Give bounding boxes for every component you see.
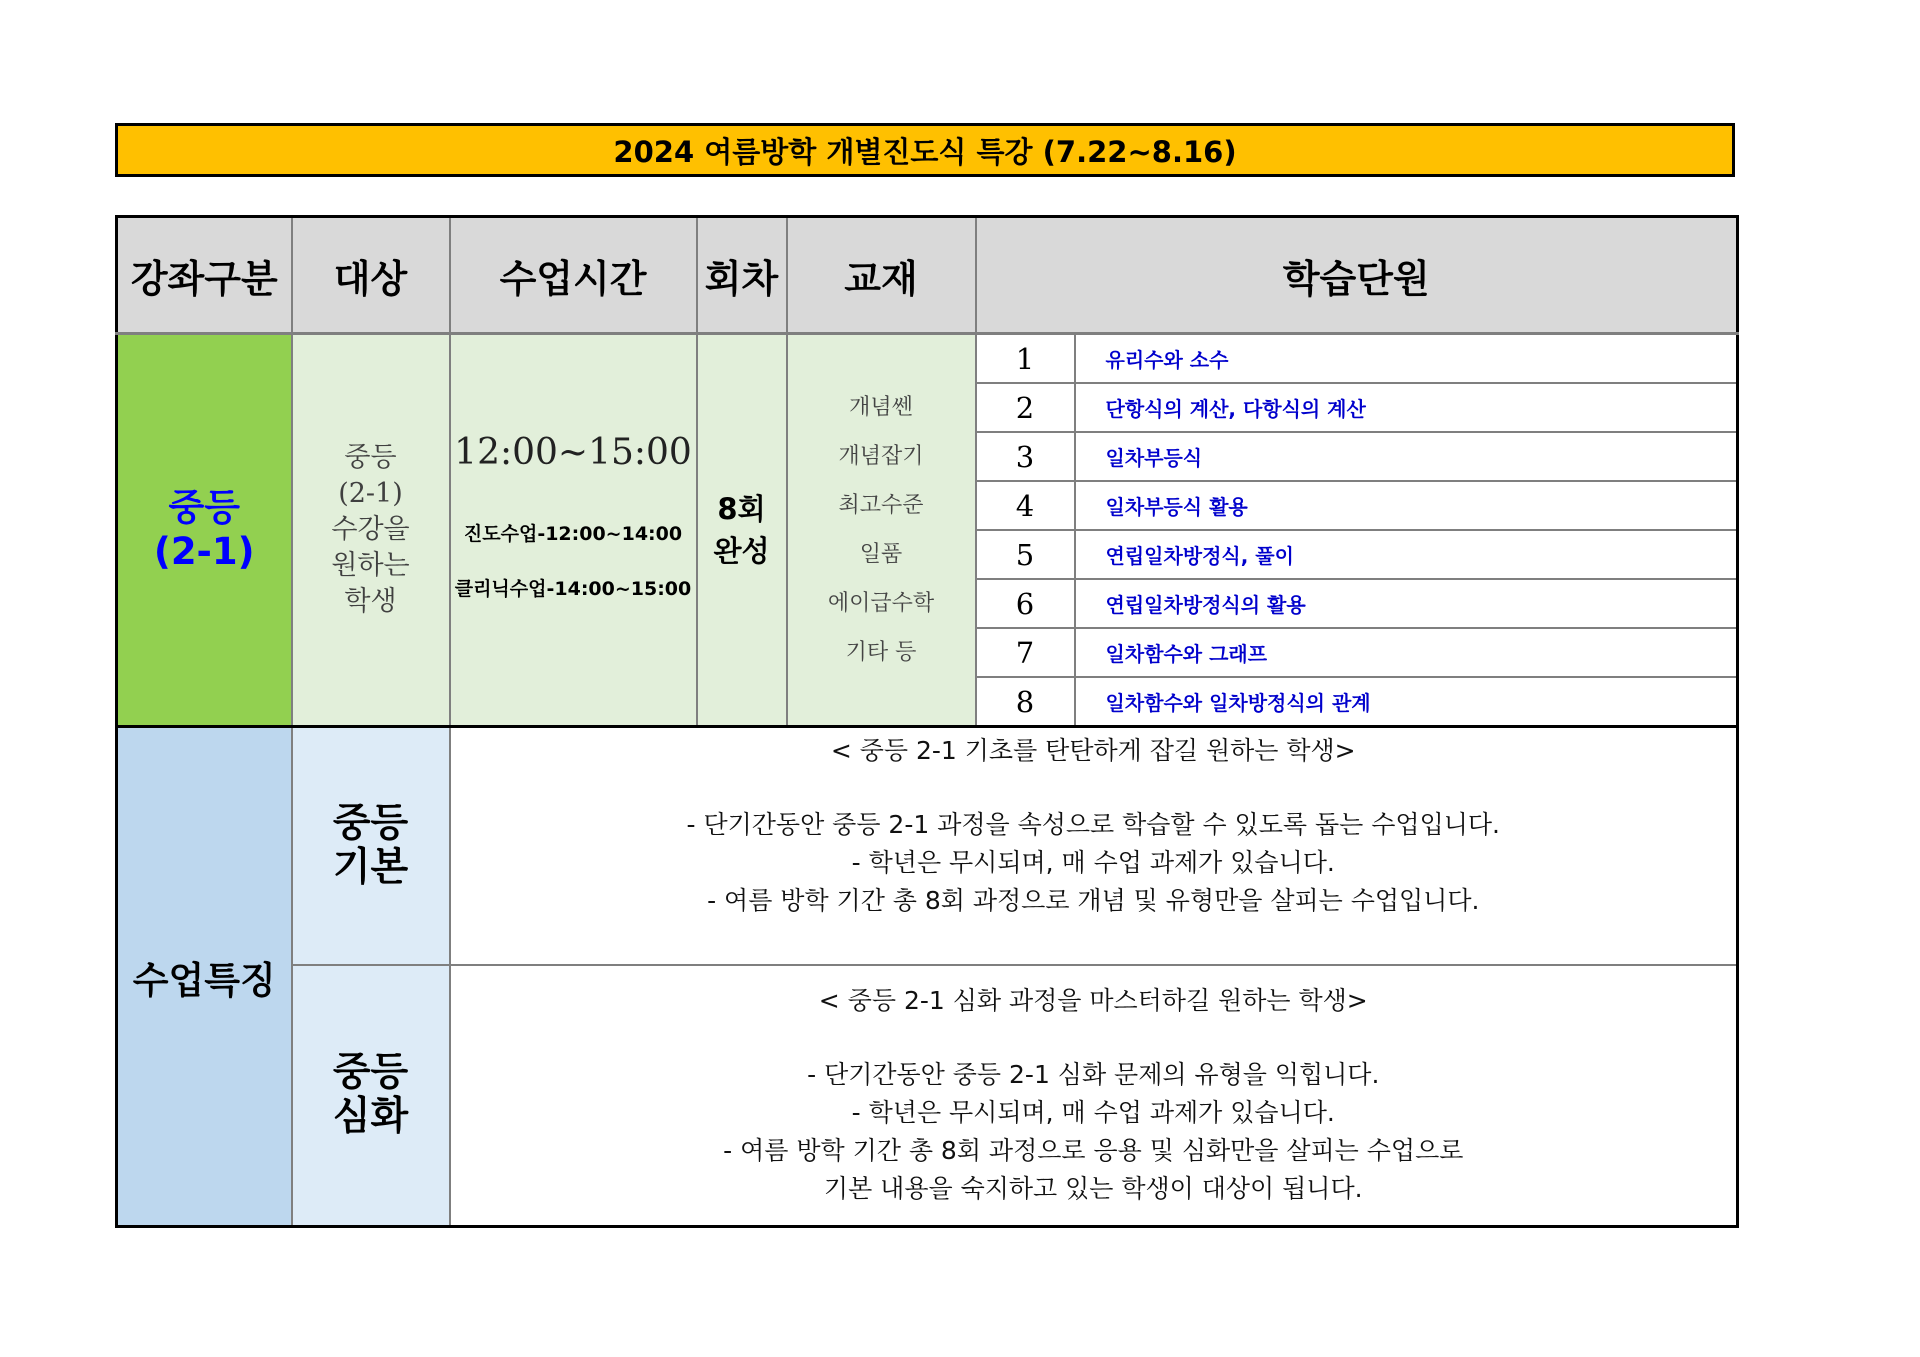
time-lesson: 진도수업-12:00~14:00 <box>463 522 683 545</box>
count-line1: 8회 <box>717 492 766 526</box>
unit-name: 연립일차방정식, 풀이 <box>1075 530 1738 579</box>
advanced-line: 기본 내용을 숙지하고 있는 학생이 대상이 됩니다. <box>823 1173 1363 1203</box>
course-category-line1: 중등 <box>168 486 240 529</box>
course-category <box>117 334 292 727</box>
course-target <box>292 334 450 727</box>
target-line: (2-1) <box>338 478 403 509</box>
basic-label-line2: 기본 <box>332 844 409 890</box>
textbook-item: 기타 등 <box>845 640 917 665</box>
unit-name: 일차함수와 일차방정식의 관계 <box>1075 677 1738 727</box>
count-line2: 완성 <box>713 534 770 568</box>
target-line: 수강을 <box>331 514 410 545</box>
textbook-item: 개념쎈 <box>849 395 913 420</box>
target-line: 원하는 <box>331 550 410 581</box>
advanced-title: < 중등 2-1 심화 과정을 마스터하길 원하는 학생> <box>818 985 1368 1015</box>
page-title: 2024 여름방학 개별진도식 특강 (7.22~8.16) <box>613 134 1237 169</box>
feature-row-advanced <box>117 965 1738 1227</box>
basic-description <box>450 727 1738 965</box>
header-textbook: 교재 <box>787 217 976 334</box>
unit-number: 8 <box>976 677 1075 727</box>
advanced-line: - 학년은 무시되며, 매 수업 과제가 있습니다. <box>851 1097 1335 1127</box>
unit-number: 2 <box>976 383 1075 432</box>
advanced-label-line2: 심화 <box>332 1094 409 1140</box>
unit-number: 7 <box>976 628 1075 677</box>
course-count <box>697 334 787 727</box>
header-time: 수업시간 <box>450 217 697 334</box>
header-category: 강좌구분 <box>117 217 292 334</box>
unit-name: 일차부등식 <box>1075 432 1738 481</box>
time-main: 12:00~15:00 <box>454 431 692 473</box>
basic-label <box>292 727 450 965</box>
textbook-item: 최고수준 <box>838 493 924 518</box>
header-target: 대상 <box>292 217 450 334</box>
feature-row-basic <box>117 727 1738 965</box>
unit-number: 4 <box>976 481 1075 530</box>
course-textbooks <box>787 334 976 727</box>
unit-name: 유리수와 소수 <box>1075 334 1738 384</box>
course-time <box>450 334 697 727</box>
time-clinic: 클리닉수업-14:00~15:00 <box>454 577 692 600</box>
textbook-item: 개념잡기 <box>838 444 924 469</box>
header-count: 회차 <box>697 217 787 334</box>
unit-number: 3 <box>976 432 1075 481</box>
advanced-label-line1: 중등 <box>332 1050 409 1096</box>
target-line: 학생 <box>344 586 397 617</box>
header-row <box>117 217 1738 334</box>
header-units: 학습단원 <box>976 217 1738 334</box>
unit-number: 1 <box>976 334 1075 384</box>
basic-line: - 여름 방학 기간 총 8회 과정으로 개념 및 유형만을 살피는 수업입니다. <box>707 886 1480 915</box>
features-label: 수업특징 <box>117 727 292 1227</box>
unit-row <box>117 334 1738 384</box>
basic-line: - 단기간동안 중등 2-1 과정을 속성으로 학습할 수 있도록 돕는 수업입니다. <box>686 810 1500 839</box>
target-line: 중등 <box>344 442 397 473</box>
course-table <box>115 215 1739 1228</box>
textbook-item: 에이급수학 <box>827 591 935 616</box>
textbook-item: 일품 <box>859 542 903 567</box>
unit-name: 단항식의 계산, 다항식의 계산 <box>1075 383 1738 432</box>
unit-name: 일차함수와 그래프 <box>1075 628 1738 677</box>
advanced-description <box>450 965 1738 1227</box>
basic-title: < 중등 2-1 기초를 탄탄하게 잡길 원하는 학생> <box>830 736 1356 765</box>
page-title-banner <box>115 123 1735 177</box>
unit-number: 6 <box>976 579 1075 628</box>
advanced-line: - 여름 방학 기간 총 8회 과정으로 응용 및 심화만을 살피는 수업으로 <box>723 1135 1464 1165</box>
advanced-line: - 단기간동안 중등 2-1 심화 문제의 유형을 익힙니다. <box>807 1059 1380 1089</box>
unit-name: 연립일차방정식의 활용 <box>1075 579 1738 628</box>
basic-line: - 학년은 무시되며, 매 수업 과제가 있습니다. <box>851 848 1335 877</box>
basic-label-line1: 중등 <box>332 800 409 846</box>
course-category-line2: (2-1) <box>153 530 255 573</box>
advanced-label <box>292 965 450 1227</box>
unit-number: 5 <box>976 530 1075 579</box>
unit-name: 일차부등식 활용 <box>1075 481 1738 530</box>
